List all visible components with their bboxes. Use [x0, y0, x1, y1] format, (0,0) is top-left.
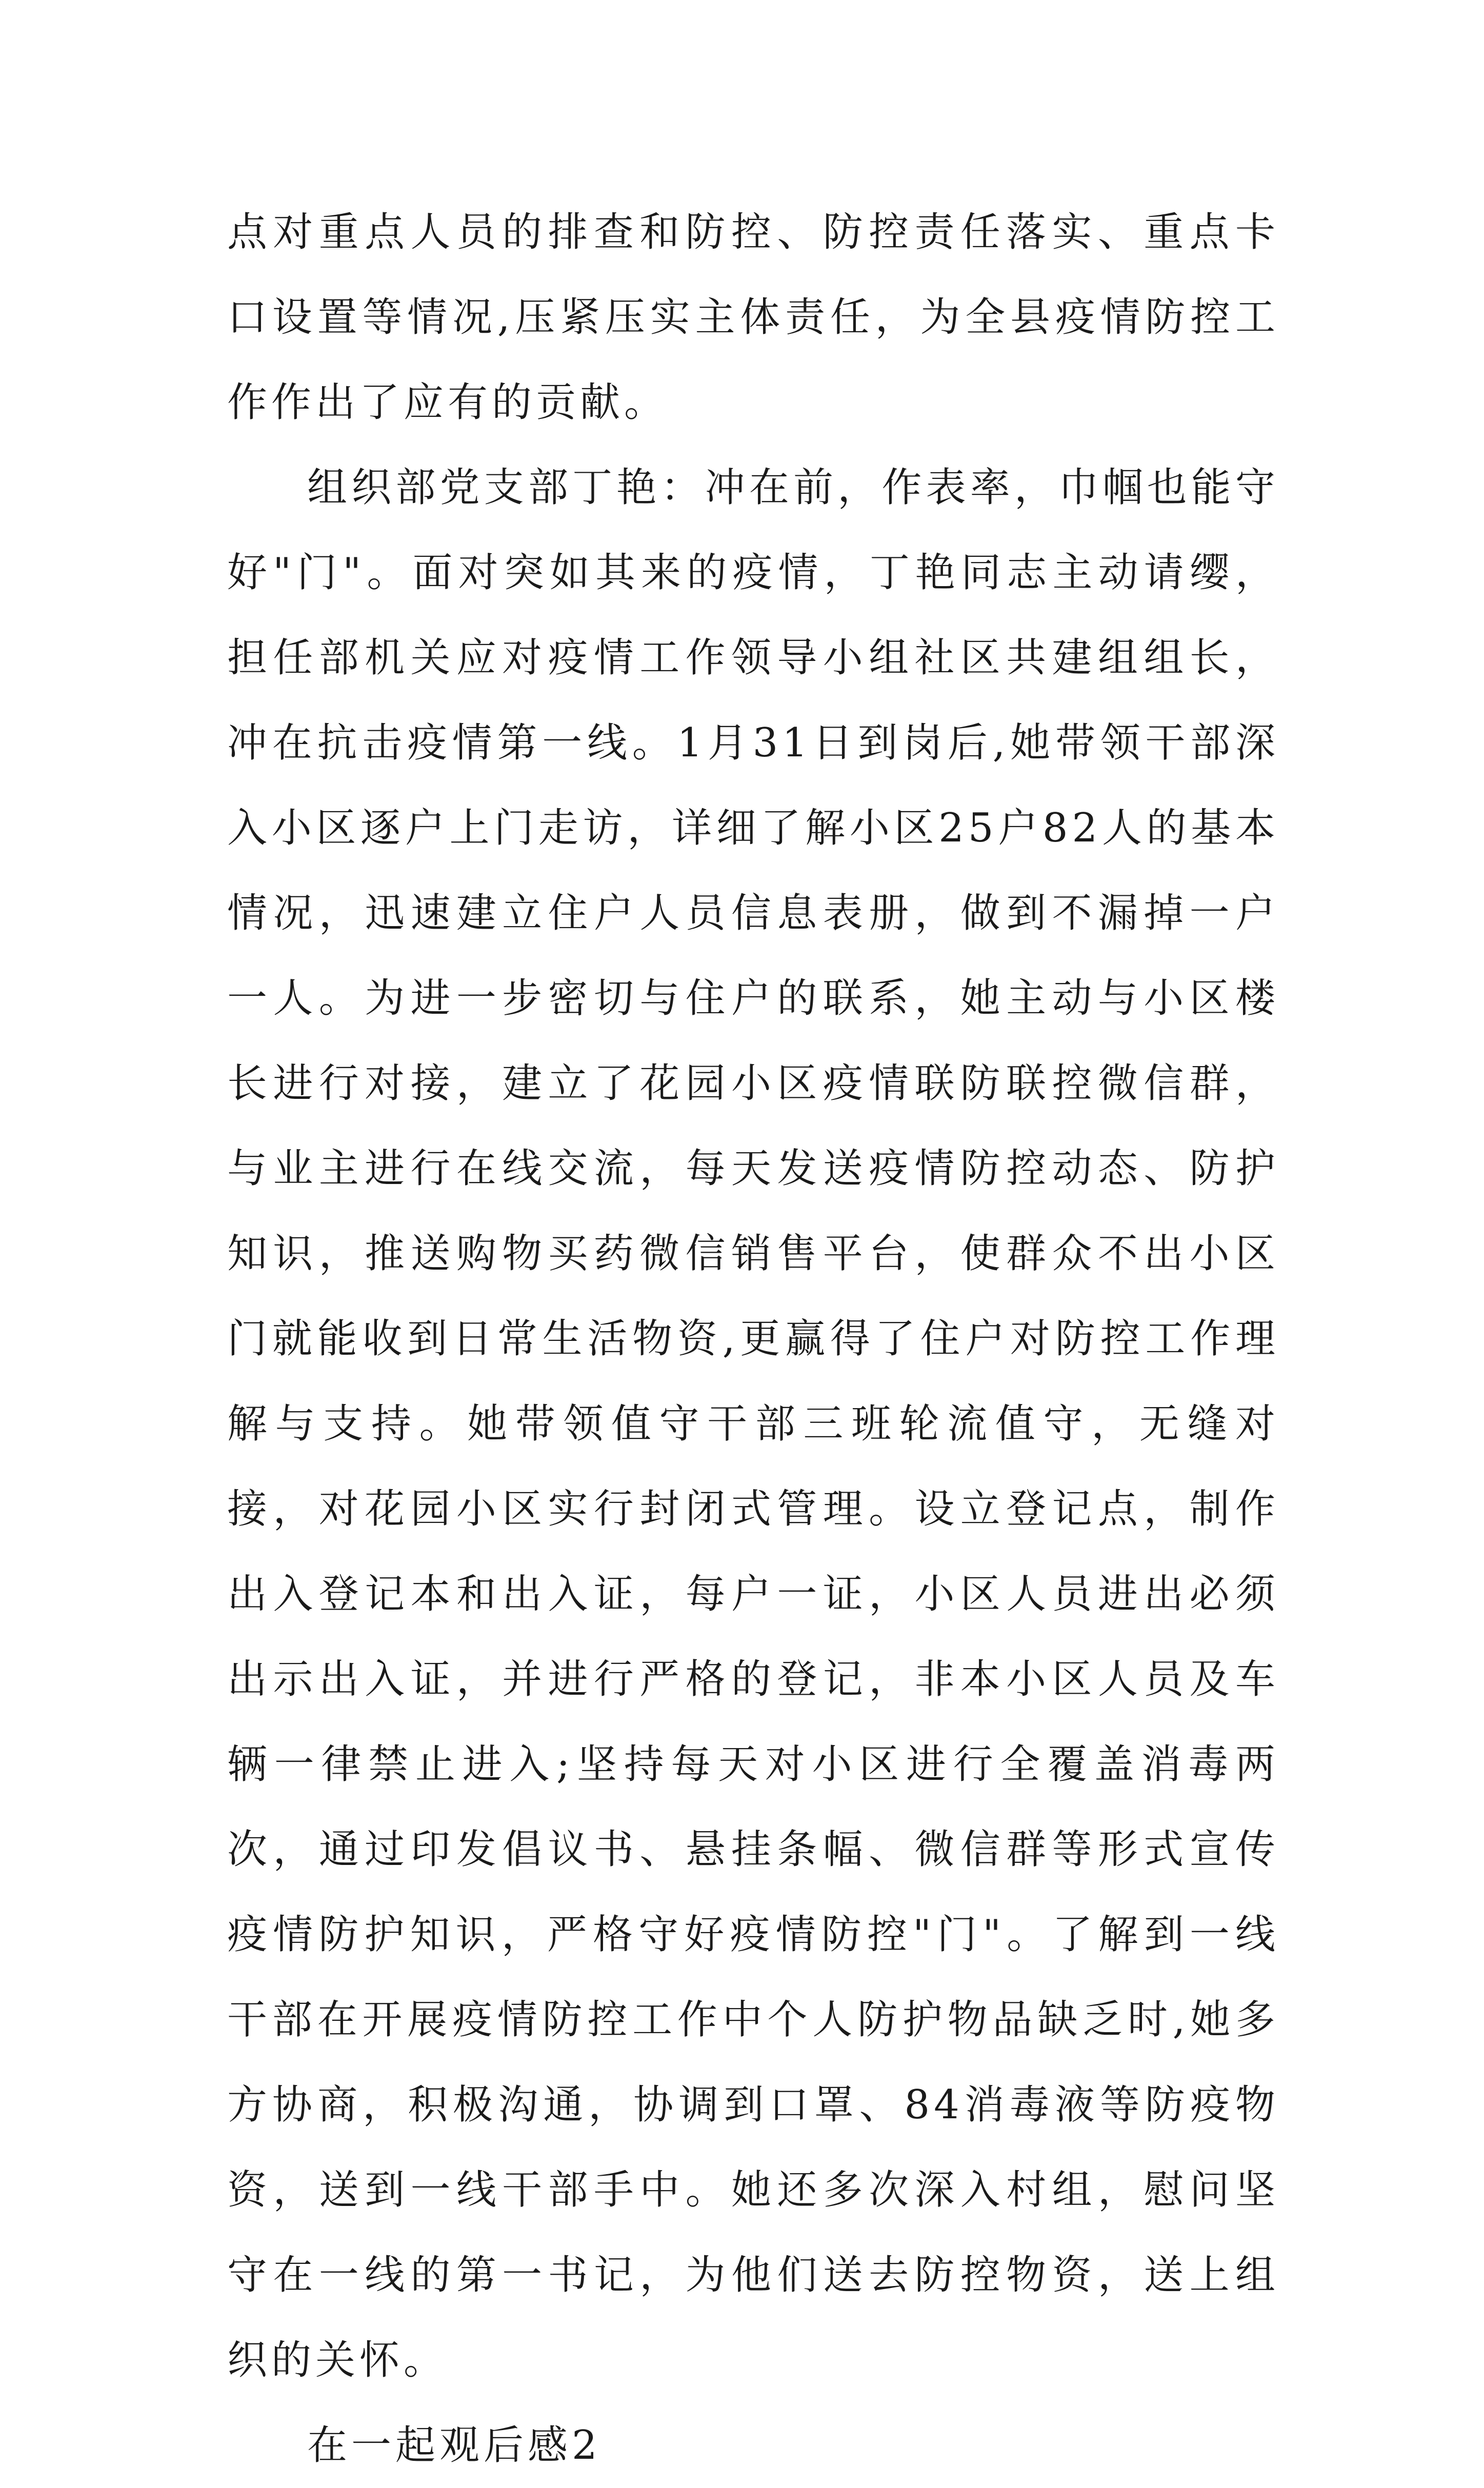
document-body — [227, 190, 1279, 2488]
paragraph-dingyan: 组织部党支部丁艳：冲在前，作表率，巾帼也能守好"门"。面对突如其来的疫情，丁艳同志主动请缨，担任部机关应对疫情工作领导小组社区共建组组长，冲在抗击疫情第一线。1月31日到岗后,她带领干部深入小区逐户上门走访，详细了解小区25户82人的基本情况，迅速建立住户人员信息表册，做到不漏掉一户一人。为进一步密切与住户的联系，她主动与小区楼长进行对接，建立了花园小区疫情联防联控微信群，与业主进行在线交流，每天发送疫情防控动态、防护知识，推送购物买药微信销售平台，使群众不出小区门就能收到日常生活物资,更赢得了住户对防控工作理解与支持。她带领值守干部三班轮流值守，无缝对接，对花园小区实行封闭式管理。设立登记点，制作出入登记本和出入证，每户一证，小区人员进出必须出示出入证，并进行严格的登记，非本小区人员及车辆一律禁止进入;坚持每天对小区进行全覆盖消毒两次，通过印发倡议书、悬挂条幅、微信群等形式宣传疫情防护知识，严格守好疫情防控"门"。了解到一线干部在开展疫情防控工作中个人防护物品缺乏时,她多方协商，积极沟通，协调到口罩、84消毒液等防疫物资，送到一线干部手中。她还多次深入村组，慰问坚守在一线的第一书记，为他们送去防控物资，送上组织的关怀。 — [227, 465, 1279, 2383]
section-heading: 在一起观后感2 — [307, 2422, 601, 2469]
paragraph-continuation: 点对重点人员的排查和防控、防控责任落实、重点卡口设置等情况,压紧压实主体责任，为全县疫情防控工作作出了应有的贡献。 — [227, 209, 1279, 426]
